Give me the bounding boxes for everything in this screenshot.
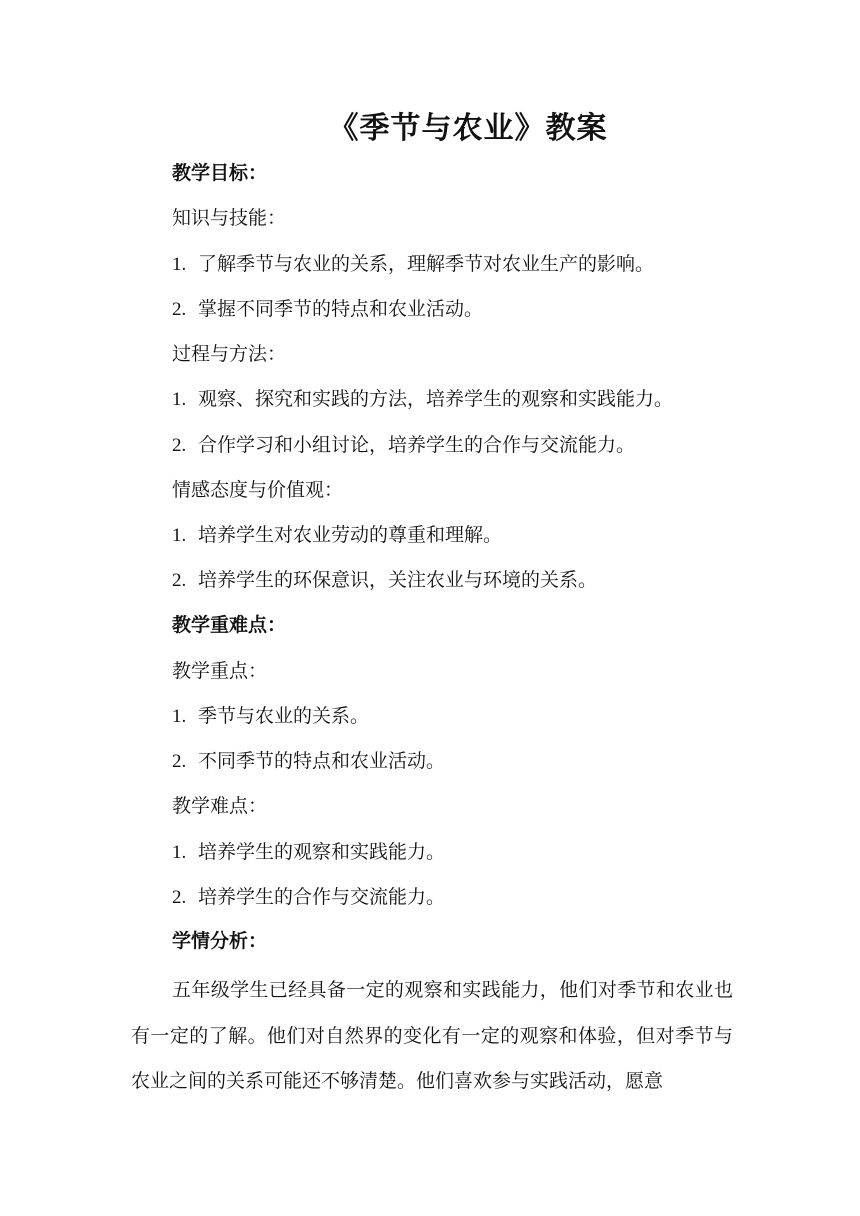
list-item [172, 433, 635, 458]
list-item [172, 749, 445, 774]
list-text: 季节与农业的关系。 [198, 705, 370, 727]
list-number: 1. [172, 254, 187, 275]
list-item [172, 568, 597, 593]
list-number: 1. [172, 389, 187, 410]
list-item [172, 704, 369, 729]
label-focus: 教学重点： [172, 660, 268, 682]
list-item [172, 523, 502, 548]
label-process-methods: 过程与方法： [172, 343, 287, 365]
list-number: 2. [172, 435, 187, 456]
document-title: 《季节与农业》教案 [328, 111, 608, 146]
list-number: 2. [172, 299, 187, 320]
list-number: 2. [172, 887, 187, 908]
heading-key-points: 教学重难点： [172, 614, 287, 636]
list-item [172, 885, 445, 910]
list-text: 了解季节与农业的关系，理解季节对农业生产的影响。 [198, 253, 655, 275]
list-text: 培养学生的观察和实践能力。 [198, 841, 446, 863]
list-text: 掌握不同季节的特点和农业活动。 [198, 298, 484, 320]
list-text: 培养学生对农业劳动的尊重和理解。 [198, 524, 503, 546]
list-number: 2. [172, 751, 187, 772]
list-number: 1. [172, 842, 187, 863]
list-item [172, 387, 673, 412]
heading-analysis: 学情分析： [172, 930, 268, 952]
analysis-paragraph: 五年级学生已经具备一定的观察和实践能力，他们对季节和农业也有一定的了解。他们对自然界的变化有一定的观察和体验，但对季节与农业之间的关系可能还不够清楚。他们喜欢参与实践活动，愿意 [131, 979, 733, 1092]
label-knowledge-skills: 知识与技能： [172, 207, 287, 229]
list-text: 观察、探究和实践的方法，培养学生的观察和实践能力。 [198, 388, 674, 410]
list-number: 2. [172, 570, 187, 591]
label-difficulty: 教学难点： [172, 795, 268, 817]
list-text: 培养学生的合作与交流能力。 [198, 886, 446, 908]
list-number: 1. [172, 706, 187, 727]
list-number: 1. [172, 525, 187, 546]
list-text: 培养学生的环保意识，关注农业与环境的关系。 [198, 569, 598, 591]
list-item [172, 297, 483, 322]
list-text: 不同季节的特点和农业活动。 [198, 750, 446, 772]
list-item [172, 840, 445, 865]
heading-objectives: 教学目标： [172, 162, 268, 184]
list-item [172, 252, 654, 277]
label-emotion-values: 情感态度与价值观： [172, 479, 344, 501]
list-text: 合作学习和小组讨论，培养学生的合作与交流能力。 [198, 434, 636, 456]
